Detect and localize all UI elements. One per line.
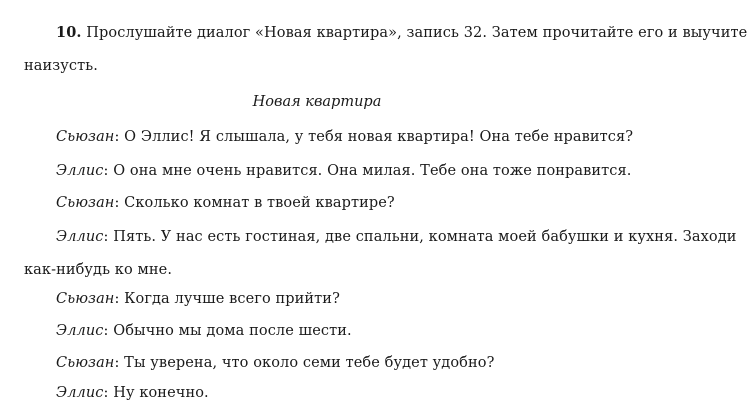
dialogue-text: О Эллис! Я слышала, у тебя новая квартира! Она тебе нравится? (124, 129, 634, 145)
dialogue-text: Ты уверена, что около семи тебе будет удобно? (124, 355, 495, 371)
dialogue-text: О она мне очень нравится. Она милая. Тебе она тоже понравится. (113, 163, 632, 179)
exercise-instruction-text: Прослушайте диалог «Новая квартира», запись 32. Затем прочитайте его и выучите (86, 25, 747, 41)
dialogue-line: Эллис: Пять. У нас есть гостиная, две спальни, комната моей бабушки и кухня. Заходи (56, 229, 737, 245)
dialogue-line: Эллис: О она мне очень нравится. Она милая. Тебе она тоже понравится. (56, 163, 632, 179)
dialogue-line: Сьюзан: Когда лучше всего прийти? (56, 291, 340, 307)
dialogue-line: Эллис: Ну конечно. (56, 385, 209, 401)
dialogue-text: Пять. У нас есть гостиная, две спальни, комната моей бабушки и кухня. Заходи (113, 229, 737, 245)
speaker-name: Сьюзан (56, 195, 115, 211)
dialogue-text: Обычно мы дома после шести. (113, 323, 352, 339)
dialogue-line: Сьюзан: О Эллис! Я слышала, у тебя новая квартира! Она тебе нравится? (56, 129, 634, 145)
dialogue-line-continuation: как-нибудь ко мне. (24, 262, 173, 278)
speaker-name: Сьюзан (56, 129, 115, 145)
dialogue-title: Новая квартира (252, 94, 382, 110)
dialogue-line: Эллис: Обычно мы дома после шести. (56, 323, 352, 339)
dialogue-text: Когда лучше всего прийти? (124, 291, 340, 307)
dialogue-text: Ну конечно. (113, 385, 209, 401)
dialogue-line: Сьюзан: Ты уверена, что около семи тебе будет удобно? (56, 355, 495, 371)
speaker-name: Эллис (56, 163, 104, 179)
speaker-name: Эллис (56, 323, 104, 339)
speaker-name: Эллис (56, 385, 104, 401)
dialogue-line: Сьюзан: Сколько комнат в твоей квартире? (56, 195, 395, 211)
exercise-instruction-line-2: наизусть. (24, 58, 98, 74)
speaker-name: Эллис (56, 229, 104, 245)
dialogue-text: Сколько комнат в твоей квартире? (124, 195, 395, 211)
exercise-instruction-line-1 (56, 24, 747, 42)
speaker-name: Сьюзан (56, 355, 115, 371)
exercise-number: 10. (56, 24, 82, 41)
speaker-name: Сьюзан (56, 291, 115, 307)
